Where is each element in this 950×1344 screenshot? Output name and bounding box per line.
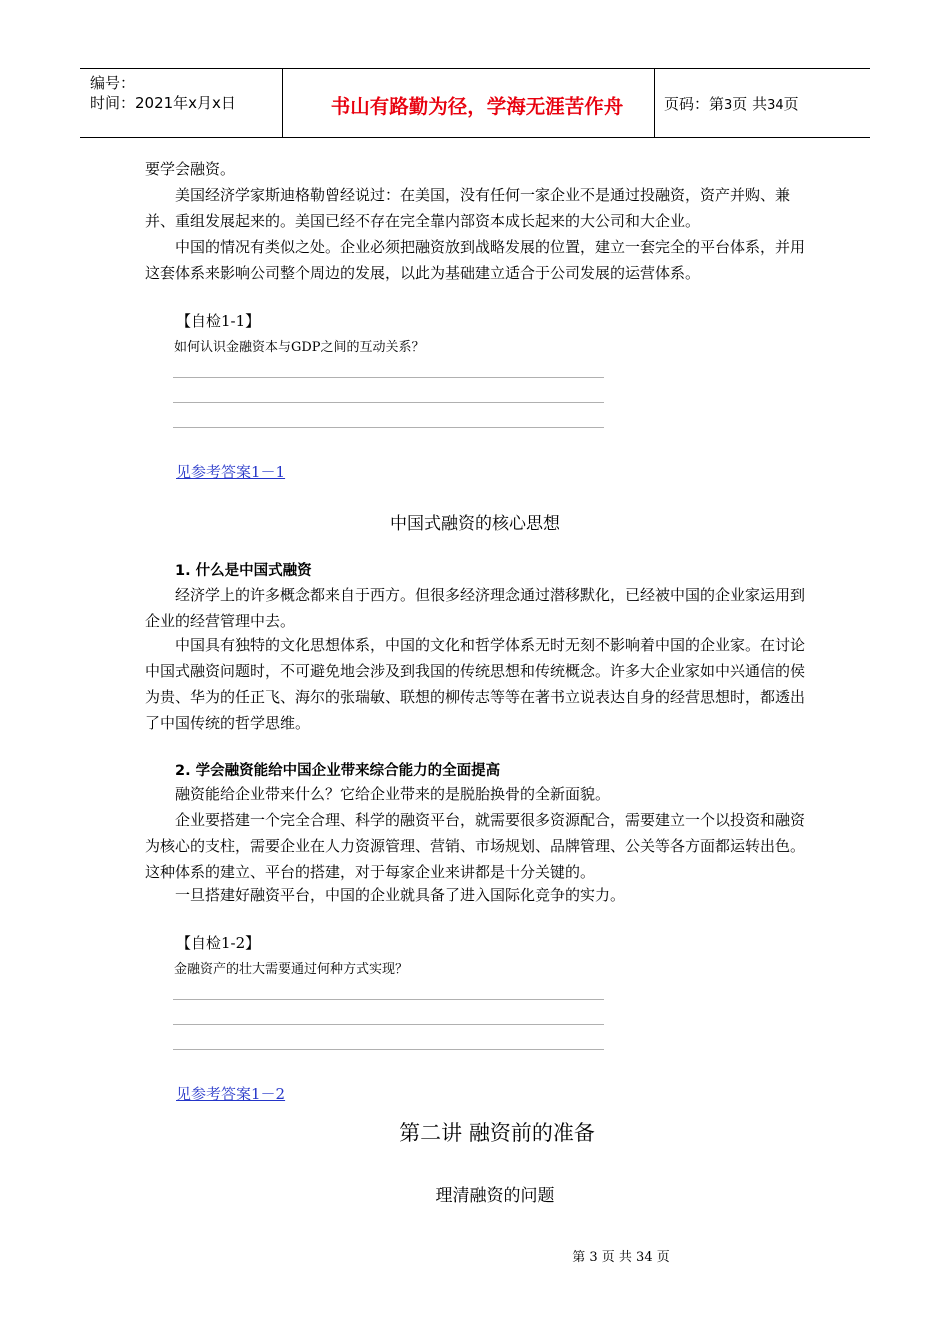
section-title: 中国式融资的核心思想: [390, 514, 560, 534]
paragraph: 要学会融资。: [145, 160, 236, 178]
lecture-title: 第二讲 融资前的准备: [399, 1121, 595, 1145]
reference-answer-link[interactable]: 见参考答案1－2: [176, 1085, 286, 1103]
section-heading: 1. 什么是中国式融资: [175, 563, 312, 579]
page-footer: 第 3 页 共 34 页: [572, 1250, 670, 1265]
paragraph: 美国经济学家斯迪格勒曾经说过：在美国，没有任何一家企业不是通过投融资，资产并购、兼并、重组发展起来的。美国已经不存在完全靠内部资本成长起来的大公司和大企业。: [145, 186, 791, 230]
self-check-title: 【自检1-1】: [176, 312, 261, 330]
answer-line: [173, 1024, 604, 1025]
header-meta: [90, 73, 236, 113]
header-page-info: [664, 93, 799, 114]
paragraph: 一旦搭建好融资平台，中国的企业就具备了进入国际化竞争的实力。: [175, 886, 626, 904]
page-header: [80, 68, 870, 138]
page-label-mid: 页 共: [732, 95, 768, 113]
header-motto: 书山有路勤为径，学海无涯苦作舟: [330, 95, 624, 118]
self-check-question: 金融资产的壮大需要通过何种方式实现？: [174, 962, 409, 977]
self-check-title: 【自检1-2】: [176, 934, 261, 952]
self-check-question: 如何认识金融资本与GDP之间的互动关系？: [174, 340, 425, 355]
answer-line: [173, 402, 604, 403]
number-label: 编号：: [90, 74, 136, 92]
reference-answer-link[interactable]: 见参考答案1－1: [176, 463, 286, 481]
header-divider: [282, 69, 283, 137]
page-label-prefix: 页码：第: [664, 95, 725, 113]
subsection-title: 理清融资的问题: [435, 1186, 555, 1206]
answer-line: [173, 1049, 604, 1050]
paragraph: 中国的情况有类似之处。企业必须把融资放到战略发展的位置，建立一套完全的平台体系，并用这套体系来影响公司整个周边的发展，以此为基础建立适合于公司发展的运营体系。: [145, 238, 806, 282]
answer-line: [173, 377, 604, 378]
answer-line: [173, 999, 604, 1000]
page-current: 3: [724, 98, 733, 113]
date-text: 时间：2021年x月x日: [90, 94, 236, 112]
section-heading: 2. 学会融资能给中国企业带来综合能力的全面提高: [175, 763, 501, 779]
page-label-suffix: 页: [783, 95, 799, 113]
paragraph: 经济学上的许多概念都来自于西方。但很多经济理念通过潜移默化，已经被中国的企业家运用到企业的经营管理中去。: [145, 586, 806, 630]
paragraph: 融资能给企业带来什么？它给企业带来的是脱胎换骨的全新面貌。: [175, 785, 611, 803]
paragraph: 企业要搭建一个完全合理、科学的融资平台，就需要很多资源配合，需要建立一个以投资和融资为核心的支柱，需要企业在人力资源管理、营销、市场规划、品牌管理、公关等各方面都运转出色。这种体系的建立、平台的搭建，对于每家企业来讲都是十分关键的。: [145, 811, 806, 881]
page-total: 34: [767, 98, 784, 113]
answer-line: [173, 427, 604, 428]
paragraph: 中国具有独特的文化思想体系，中国的文化和哲学体系无时无刻不影响着中国的企业家。在讨论中国式融资问题时，不可避免地会涉及到我国的传统思想和传统概念。许多大企业家如中兴通信的侯为贵、华为的任正飞、海尔的张瑞敏、联想的柳传志等等在著书立说表达自身的经营思想时，都透出了中国传统的哲学思维。: [145, 636, 806, 732]
